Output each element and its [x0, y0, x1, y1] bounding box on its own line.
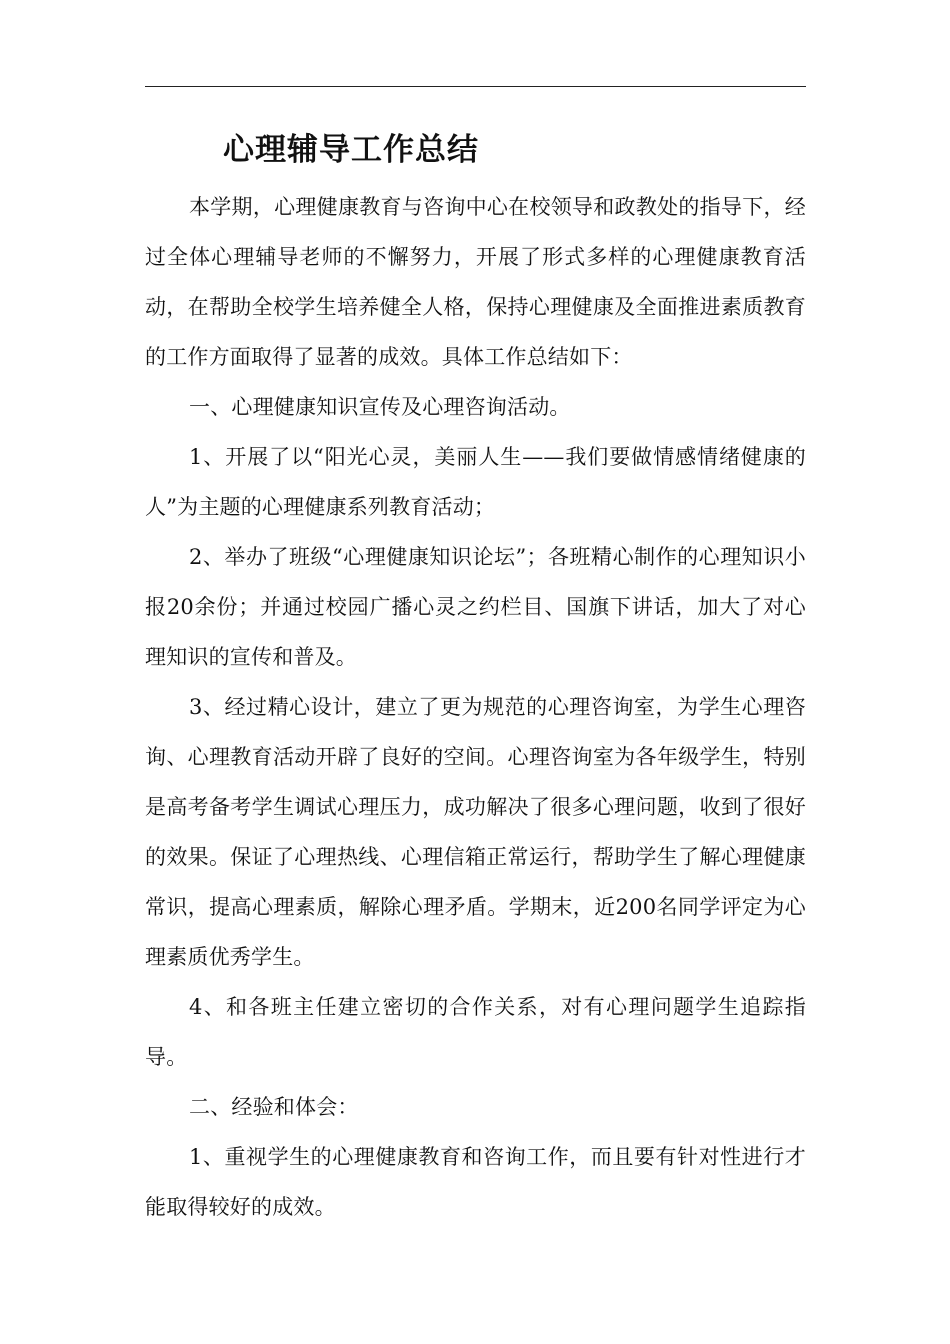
paragraph-item-2: 2、举办了班级“心理健康知识论坛”；各班精心制作的心理知识小报20余份；并通过校园广播心灵之约栏目、国旗下讲话，加大了对心理知识的宣传和普及。 [145, 545, 806, 669]
header-rule [145, 86, 806, 87]
section-heading-1: 一、心理健康知识宣传及心理咨询活动。 [189, 395, 571, 419]
document-title: 心理辅导工作总结 [223, 132, 479, 168]
paragraph-intro: 本学期，心理健康教育与咨询中心在校领导和政教处的指导下，经过全体心理辅导老师的不懈努力，开展了形式多样的心理健康教育活动，在帮助全校学生培养健全人格，保持心理健康及全面推进素质教育的工作方面取得了显著的成效。具体工作总结如下： [145, 195, 806, 369]
paragraph-item-3: 3、经过精心设计，建立了更为规范的心理咨询室，为学生心理咨询、心理教育活动开辟了良好的空间。心理咨询室为各年级学生，特别是高考备考学生调试心理压力，成功解决了很多心理问题，收到了很好的效果。保证了心理热线、心理信箱正常运行，帮助学生了解心理健康常识，提高心理素质，解除心理矛盾。学期末，近200名同学评定为心理素质优秀学生。 [145, 695, 806, 969]
paragraph-item-4: 4、和各班主任建立密切的合作关系，对有心理问题学生追踪指导。 [145, 995, 806, 1069]
paragraph-experience-1: 1、重视学生的心理健康教育和咨询工作，而且要有针对性进行才能取得较好的成效。 [145, 1145, 806, 1219]
document-body [145, 182, 806, 1232]
paragraph-item-1: 1、开展了以“阳光心灵，美丽人生——我们要做情感情绪健康的人”为主题的心理健康系列教育活动； [145, 445, 806, 519]
section-heading-2: 二、经验和体会： [189, 1095, 359, 1119]
